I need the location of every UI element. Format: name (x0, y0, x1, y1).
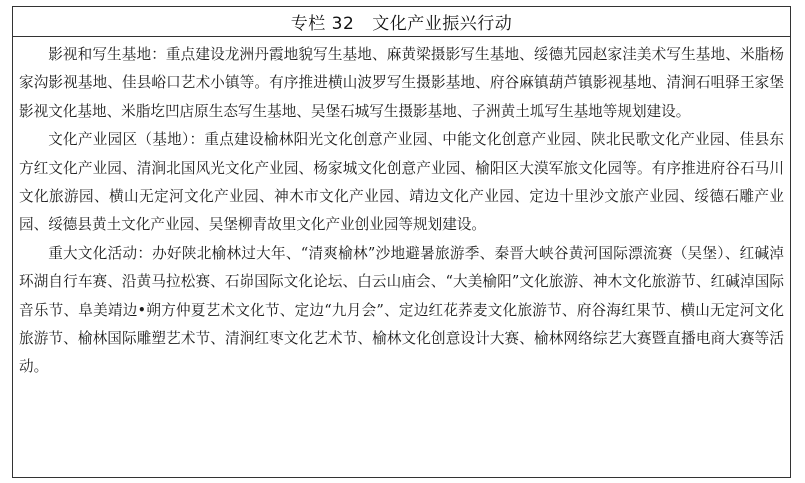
feature-box (12, 6, 791, 478)
paragraph-major-events: 重大文化活动：办好陕北榆林过大年、“清爽榆林”沙地避暑旅游季、秦晋大峡谷黄河国际漂流赛（吴堡）、红碱淖环湖自行车赛、沿黄马拉松赛、石峁国际文化论坛、白云山庙会、“大美榆阳”文化旅游、神木文化旅游节、红碱淖国际音乐节、阜美靖边•朔方仲夏艺术文化节、定边“九月会”、定边红花荞麦文化旅游节、府谷海红果节、横山无定河文化旅游节、榆林国际雕塑艺术节、清涧红枣文化艺术节、榆林文化创意设计大赛、榆林网络综艺大赛暨直播电商大赛等活动。 (19, 244, 784, 376)
paragraph-industrial-parks: 文化产业园区（基地）：重点建设榆林阳光文化创意产业园、中能文化创意产业园、陕北民歌文化产业园、佳县东方红文化产业园、清涧北国风光文化产业园、杨家城文化创意产业园、榆阳区大漠军旅文化园等。有序推进府谷石马川文化旅游园、横山无定河文化产业园、神木市文化产业园、靖边文化产业园、定边十里沙文旅产业园、绥德石雕产业园、绥德县黄土文化产业园、吴堡柳青故里文化产业创业园等规划建设。 (19, 131, 784, 234)
box-header (13, 7, 790, 37)
box-label: 专栏 32 (290, 14, 355, 34)
box-body (13, 37, 790, 382)
box-title: 文化产业振兴行动 (372, 14, 513, 34)
paragraph-film-sketch-bases: 影视和写生基地：重点建设龙洲丹霞地貌写生基地、麻黄梁摄影写生基地、绥德艽园赵家洼美术写生基地、米脂杨家沟影视基地、佳县峪口艺术小镇等。有序推进横山波罗写生摄影基地、府谷麻镇葫芦镇影视基地、清涧石咀驿王家堡影视文化基地、米脂圪凹店原生态写生基地、吴堡石城写生摄影基地、子洲黄土坬写生基地等规划建设。 (19, 46, 784, 120)
